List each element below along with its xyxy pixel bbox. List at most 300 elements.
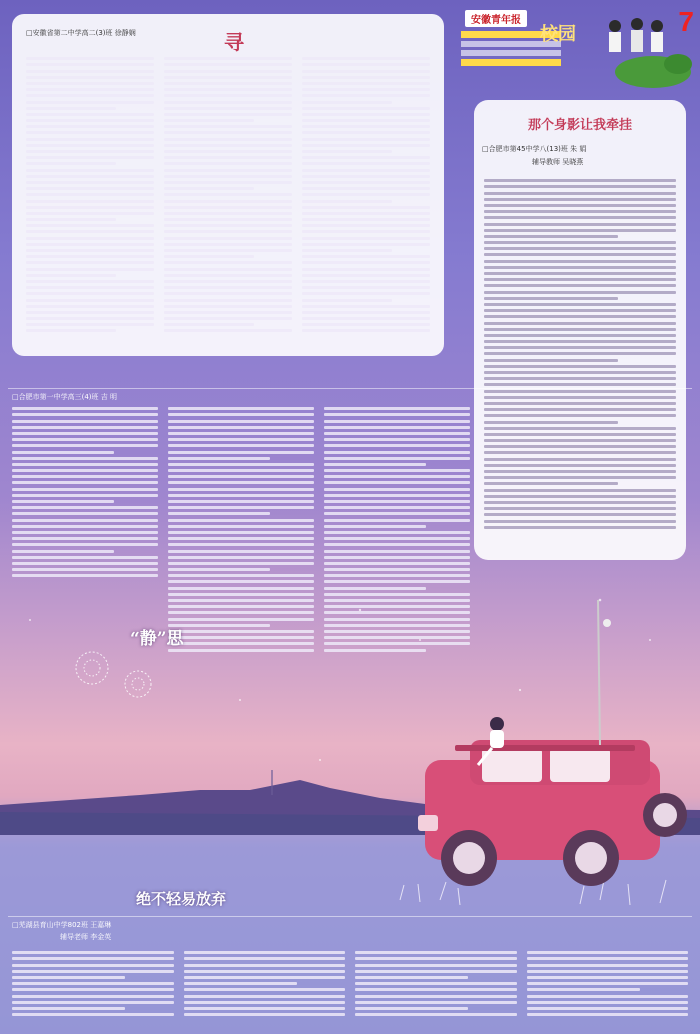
text-line [184,951,346,954]
text-line [184,970,346,973]
text-line [302,175,430,178]
text-line [12,562,158,565]
text-line [302,181,430,184]
text-line [12,556,158,559]
text-line [26,144,154,147]
text-line [324,426,470,429]
text-line [484,328,676,331]
text-line [527,964,689,967]
text-line [324,611,470,614]
text-line [484,421,618,424]
text-line [302,138,430,141]
text-line [164,274,292,277]
text-line [164,323,254,326]
text-line [527,982,689,985]
text-line [168,649,314,652]
text-line [164,299,292,302]
text-line [527,988,640,991]
text-line [484,260,676,263]
text-line [324,512,470,515]
text-line [302,305,430,308]
text-line [26,94,154,97]
text-line [168,580,314,583]
text-line [302,299,392,302]
text-line [484,513,676,516]
story-figure-title: 那个身影让我牵挂 [527,118,632,133]
text-line [324,469,470,472]
text-line [527,976,689,979]
text-line [484,451,676,454]
text-line [324,457,470,460]
story-jingsi-byline: □合肥市第一中学高三(4)班 吉 明 [12,393,117,401]
text-line [302,329,430,332]
column-name: 校园 [540,24,576,45]
text-line [168,432,314,435]
text-line [26,280,154,283]
text-line [484,266,676,269]
text-line [355,988,517,991]
text-line [168,531,314,534]
text-line [324,525,426,528]
text-line [168,605,314,608]
text-line [302,107,430,110]
text-line [302,280,430,283]
text-line [168,543,314,546]
text-line [324,624,470,627]
text-line [484,489,676,492]
text-line [12,457,158,460]
text-line [355,970,517,973]
text-line [302,261,430,264]
text-line [164,156,292,159]
text-line [12,957,174,960]
text-line [12,500,114,503]
text-line [26,88,154,91]
text-line [302,249,392,252]
text-line [12,469,158,472]
text-line [168,574,314,577]
text-line [324,537,470,540]
text-line [324,444,470,447]
text-line [484,470,676,473]
text-line [302,200,392,203]
story-xun-byline: □安徽省第二中学高二(3)班 徐静娴 [26,29,136,37]
text-line [168,611,314,614]
text-line [12,519,158,522]
text-line [168,469,314,472]
text-line [302,88,430,91]
text-line [484,414,676,417]
text-line [168,593,314,596]
text-line [164,243,292,246]
text-line [26,230,154,233]
text-line [164,181,292,184]
text-line [324,630,470,633]
text-line [164,261,292,264]
text-line [324,618,470,621]
text-line [302,212,430,215]
text-line [168,562,314,565]
text-line [26,224,154,227]
story-fangqi-title: 绝不轻易放弃 [136,890,227,908]
text-line [484,402,676,405]
text-line [184,1001,346,1004]
text-line [484,501,676,504]
text-line [302,286,430,289]
text-line [302,169,430,172]
text-line [302,317,430,320]
text-line [12,1007,125,1010]
text-line [484,315,676,318]
text-line [302,150,392,153]
text-line [12,550,114,553]
text-line [484,390,676,393]
text-line [355,995,517,998]
text-line [12,413,158,416]
text-line [527,1001,689,1004]
text-line [302,63,430,66]
text-line [484,377,676,380]
text-line [484,229,676,232]
text-line [26,131,154,134]
text-line [164,150,292,153]
text-line [12,988,174,991]
text-line [302,76,430,79]
text-line [164,206,292,209]
text-line [324,481,470,484]
text-line [302,237,430,240]
text-line [164,187,254,190]
text-line [26,311,154,314]
text-line [26,268,154,271]
text-line [26,187,154,190]
text-line [26,193,154,196]
text-line [12,438,158,441]
text-line [26,329,116,332]
text-line [527,1007,689,1010]
text-line [26,261,154,264]
text-line [164,305,292,308]
text-line [302,101,392,104]
text-line [168,463,314,466]
text-line [355,1013,517,1016]
text-line [484,334,676,337]
text-line [26,323,154,326]
text-line [484,284,676,287]
text-line [168,525,314,528]
text-line [355,964,517,967]
text-line [168,407,314,410]
text-line [324,649,426,652]
text-line [168,506,314,509]
text-line [164,280,292,283]
text-line [355,1001,517,1004]
text-line [355,957,517,960]
text-line [164,224,292,227]
masthead [445,6,700,92]
text-line [484,507,676,510]
story-fangqi-body [12,948,688,1019]
text-line [184,988,346,991]
page-number: 7 [678,6,694,37]
text-line [168,444,314,447]
text-line [26,292,154,295]
text-line [302,323,430,326]
text-line [302,125,430,128]
text-line [302,224,430,227]
text-line [168,413,314,416]
text-line [527,995,689,998]
text-line [26,243,154,246]
fireworks [76,652,151,697]
text-line [527,957,689,960]
text-line [164,218,292,221]
text-line [168,537,314,540]
text-line [164,82,292,85]
text-line [484,396,676,399]
text-line [12,463,158,466]
text-line [12,1013,174,1016]
text-line [302,193,430,196]
text-line [168,636,314,639]
text-line [26,82,154,85]
text-line [168,599,314,602]
story-xun-body [26,54,430,336]
text-line [164,113,292,116]
text-line [484,526,676,529]
story-jingsi-body [12,404,470,655]
text-line [168,438,314,441]
story-figure-body [484,176,676,532]
text-line [164,329,292,332]
text-line [302,187,430,190]
text-line [484,235,618,238]
text-line [12,525,158,528]
text-line [164,88,292,91]
text-line [527,970,689,973]
text-line [484,359,618,362]
text-line [12,488,158,491]
text-line [324,463,426,466]
text-line [12,475,158,478]
text-line [302,119,430,122]
text-line [164,70,292,73]
text-line [527,951,689,954]
text-line [484,520,676,523]
text-line [164,63,292,66]
text-line [168,457,270,460]
text-line [26,274,116,277]
text-line [12,970,174,973]
text-line [484,427,676,430]
text-line [26,169,154,172]
text-line [26,125,154,128]
text-line [355,982,517,985]
text-line [484,439,676,442]
text-line [302,162,430,165]
text-line [302,57,430,60]
text-line [184,964,346,967]
text-line [184,976,346,979]
text-line [26,237,154,240]
text-line [484,204,676,207]
text-line [324,636,470,639]
text-line [324,574,470,577]
text-line [164,268,292,271]
text-line [164,311,292,314]
text-line [12,1001,174,1004]
text-line [168,512,270,515]
text-line [26,138,154,141]
text-line [484,309,676,312]
text-line [164,94,292,97]
text-line [324,531,470,534]
story-fangqi-teacher: 辅导老师 李金英 [60,933,112,941]
text-line [302,113,430,116]
text-line [302,206,430,209]
text-line [324,568,470,571]
text-line [168,519,314,522]
text-line [12,951,174,954]
text-line [484,476,676,479]
text-line [26,101,154,104]
text-line [12,982,174,985]
text-line [484,322,676,325]
text-line [164,138,292,141]
text-line [324,599,470,602]
text-line [484,223,676,226]
story-figure-teacher: 辅导教师 吴晓燕 [532,158,584,166]
text-line [164,249,292,252]
text-line [26,162,116,165]
text-line [168,500,314,503]
text-line [168,420,314,423]
text-line [484,192,676,195]
text-line [484,198,676,201]
text-line [164,193,292,196]
text-line [12,568,158,571]
text-line [26,305,154,308]
text-line [302,218,430,221]
text-line [168,618,314,621]
text-line [12,432,158,435]
text-line [484,445,676,448]
text-line [484,383,676,386]
text-line [484,297,618,300]
text-line [168,481,314,484]
text-line [484,216,676,219]
text-line [12,537,158,540]
text-line [168,556,314,559]
text-line [164,286,292,289]
text-line [168,475,314,478]
text-line [26,249,154,252]
text-line [26,212,154,215]
text-line [324,543,470,546]
text-line [164,162,292,165]
text-line [26,299,154,302]
text-line [302,82,430,85]
text-line [168,451,314,454]
text-line [12,451,114,454]
text-line [12,574,158,577]
text-line [484,303,676,306]
text-line [302,243,430,246]
text-line [324,488,470,491]
text-line [484,210,676,213]
story-xun [12,14,444,356]
text-line [26,63,154,66]
text-line [168,630,314,633]
text-line [164,76,292,79]
text-line [12,444,158,447]
text-line [484,365,676,368]
text-line [527,1013,689,1016]
text-line [184,995,346,998]
text-line [26,70,154,73]
text-line [26,119,154,122]
text-line [324,451,470,454]
text-line [302,268,430,271]
text-line [324,580,470,583]
text-line [164,144,292,147]
text-line [484,247,676,250]
text-line [302,70,430,73]
text-line [302,311,430,314]
text-line [324,556,470,559]
text-line [164,200,292,203]
text-line [324,475,470,478]
text-line [26,218,116,221]
text-line [484,433,676,436]
text-line [12,976,125,979]
text-line [484,464,676,467]
text-line [168,568,270,571]
text-line [168,587,314,590]
text-line [164,125,292,128]
text-line [26,200,154,203]
text-line [26,150,154,153]
text-line [26,255,154,258]
text-line [26,317,154,320]
text-line [484,241,676,244]
text-line [164,119,254,122]
story-figure-school: □合肥市第45中学八(13)班 朱 娟 [482,145,587,153]
text-line [164,317,292,320]
text-line [26,181,154,184]
text-line [164,212,292,215]
text-line [164,292,292,295]
text-line [184,957,346,960]
text-line [164,101,292,104]
text-line [164,237,292,240]
text-line [324,413,470,416]
text-line [484,291,676,294]
text-line [484,185,676,188]
text-line [324,438,470,441]
text-line [484,482,618,485]
text-line [302,255,430,258]
text-line [184,1007,346,1010]
text-line [324,587,426,590]
text-line [484,346,676,349]
text-line [484,179,676,182]
text-line [484,278,676,281]
text-line [484,253,676,256]
text-line [184,1013,346,1016]
text-line [302,274,430,277]
text-line [164,131,292,134]
